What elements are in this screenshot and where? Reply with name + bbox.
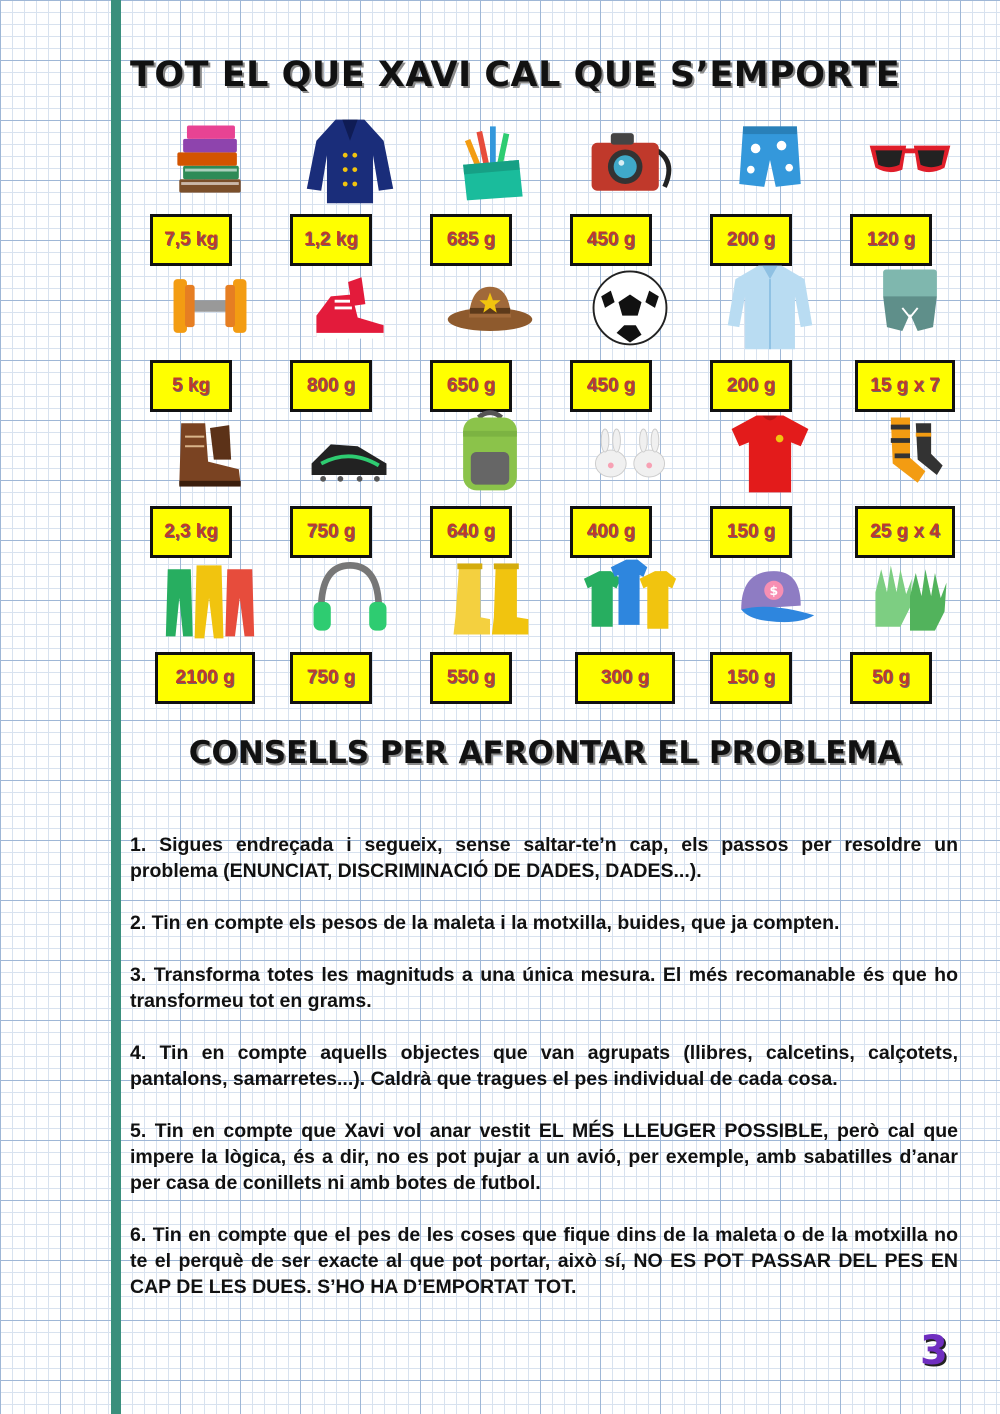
weight-tag: 150 g <box>710 506 792 558</box>
svg-text:$: $ <box>769 583 779 599</box>
tip-item: 4. Tin en compte aquells objectes que van agrupats (llibres, calcetins, calçotets, pantalons, samarretes...). Caldrà que tragues el pes individual de cada cosa. <box>130 1042 958 1090</box>
item-card <box>280 108 420 254</box>
trousers-icon <box>158 548 262 648</box>
left-margin-bar <box>111 0 121 1414</box>
item-card <box>420 400 560 546</box>
weight-tag: 750 g <box>290 652 372 704</box>
item-card <box>280 546 420 692</box>
tip-item: 3. Transforma totes les magnituds a una única mesura. El més recomanable és que ho transformeu tot en grams. <box>130 964 958 1012</box>
item-card <box>700 546 840 692</box>
item-card <box>840 400 980 546</box>
headphones-icon <box>298 548 402 648</box>
sunglasses-icon <box>858 110 962 210</box>
coat-icon <box>298 110 402 210</box>
weight-tag: 450 g <box>570 214 652 266</box>
item-card <box>840 254 980 400</box>
tip-item: 6. Tin en compte que el pes de les coses que fique dins de la maleta o de la motxilla no te el perquè de ser exacte al que pot portar, això sí, NO ES POT PASSAR DEL PES EN CAP DE LES DUES. S’HO HA D’EMPORTAT TOT. <box>130 1224 958 1298</box>
weight-tag: 2,3 kg <box>150 506 232 558</box>
tip-item: 2. Tin en compte els pesos de la maleta i la motxilla, buides, que ja compten. <box>130 912 840 934</box>
item-card <box>140 254 280 400</box>
item-card <box>700 400 840 546</box>
item-card <box>420 254 560 400</box>
underwear-icon <box>858 256 962 356</box>
cap-icon <box>718 548 822 648</box>
weight-tag: 15 g x 7 <box>855 360 955 412</box>
books-icon <box>158 110 262 210</box>
item-card <box>560 400 700 546</box>
page-title: TOT EL QUE XAVI CAL QUE S’EMPORTE <box>130 55 901 95</box>
weight-tag: 50 g <box>850 652 932 704</box>
item-card <box>700 108 840 254</box>
item-card <box>560 546 700 692</box>
weight-tag: 5 kg <box>150 360 232 412</box>
weight-tag: 400 g <box>570 506 652 558</box>
item-card <box>280 400 420 546</box>
weight-tag: 2100 g <box>155 652 255 704</box>
weight-tag: 450 g <box>570 360 652 412</box>
football-boots-icon <box>298 402 402 502</box>
page-number: 3 <box>920 1328 948 1374</box>
tips-title: CONSELLS PER AFRONTAR EL PROBLEMA <box>188 735 902 771</box>
sneakers-icon <box>298 256 402 356</box>
weight-tag: 750 g <box>290 506 372 558</box>
tips-list <box>130 832 958 1326</box>
item-card <box>840 546 980 692</box>
shirt-icon <box>718 256 822 356</box>
weight-tag: 7,5 kg <box>150 214 232 266</box>
item-card <box>840 108 980 254</box>
item-card <box>420 546 560 692</box>
weight-tag: 25 g x 4 <box>855 506 955 558</box>
weight-tag: 120 g <box>850 214 932 266</box>
backpack-icon <box>438 402 542 502</box>
gloves-icon <box>858 548 962 648</box>
tip-item: 1. Sigues endreçada i segueix, sense saltar-te’n cap, els passos per resoldre un problema (ENUNCIAT, DISCRIMINACIÓ DE DADES, DADES...). <box>130 834 958 882</box>
boots-icon <box>158 402 262 502</box>
weight-tag: 200 g <box>710 214 792 266</box>
tip-item: 5. Tin en compte que Xavi vol anar vestit EL MÉS LLEUGER POSSIBLE, però cal que impere la lògica, és a dir, no es pot pujar a un avió, per exemple, amb sabatilles d’anar per casa de conillets ni amb botes de futbol. <box>130 1120 958 1194</box>
weight-tag: 685 g <box>430 214 512 266</box>
weight-tag: 150 g <box>710 652 792 704</box>
football-icon <box>578 256 682 356</box>
item-card <box>420 108 560 254</box>
item-card <box>140 546 280 692</box>
pencil-case-icon <box>438 110 542 210</box>
weight-tag: 650 g <box>430 360 512 412</box>
weight-tag: 550 g <box>430 652 512 704</box>
weight-tag: 1,2 kg <box>290 214 372 266</box>
camera-icon <box>578 110 682 210</box>
weight-tag: 200 g <box>710 360 792 412</box>
tshirts-icon <box>578 548 682 648</box>
item-card <box>560 254 700 400</box>
swim-shorts-icon <box>718 110 822 210</box>
socks-icon <box>858 402 962 502</box>
item-card <box>280 254 420 400</box>
weight-tag: 640 g <box>430 506 512 558</box>
weight-tag: 300 g <box>575 652 675 704</box>
weight-tag: 800 g <box>290 360 372 412</box>
item-card <box>140 108 280 254</box>
item-card <box>700 254 840 400</box>
rain-boots-icon <box>438 548 542 648</box>
dumbbell-icon <box>158 256 262 356</box>
tshirt-icon <box>718 402 822 502</box>
item-card <box>560 108 700 254</box>
items-grid <box>140 108 980 692</box>
bunny-slippers-icon <box>578 402 682 502</box>
item-card <box>140 400 280 546</box>
cowboy-hat-icon <box>438 256 542 356</box>
